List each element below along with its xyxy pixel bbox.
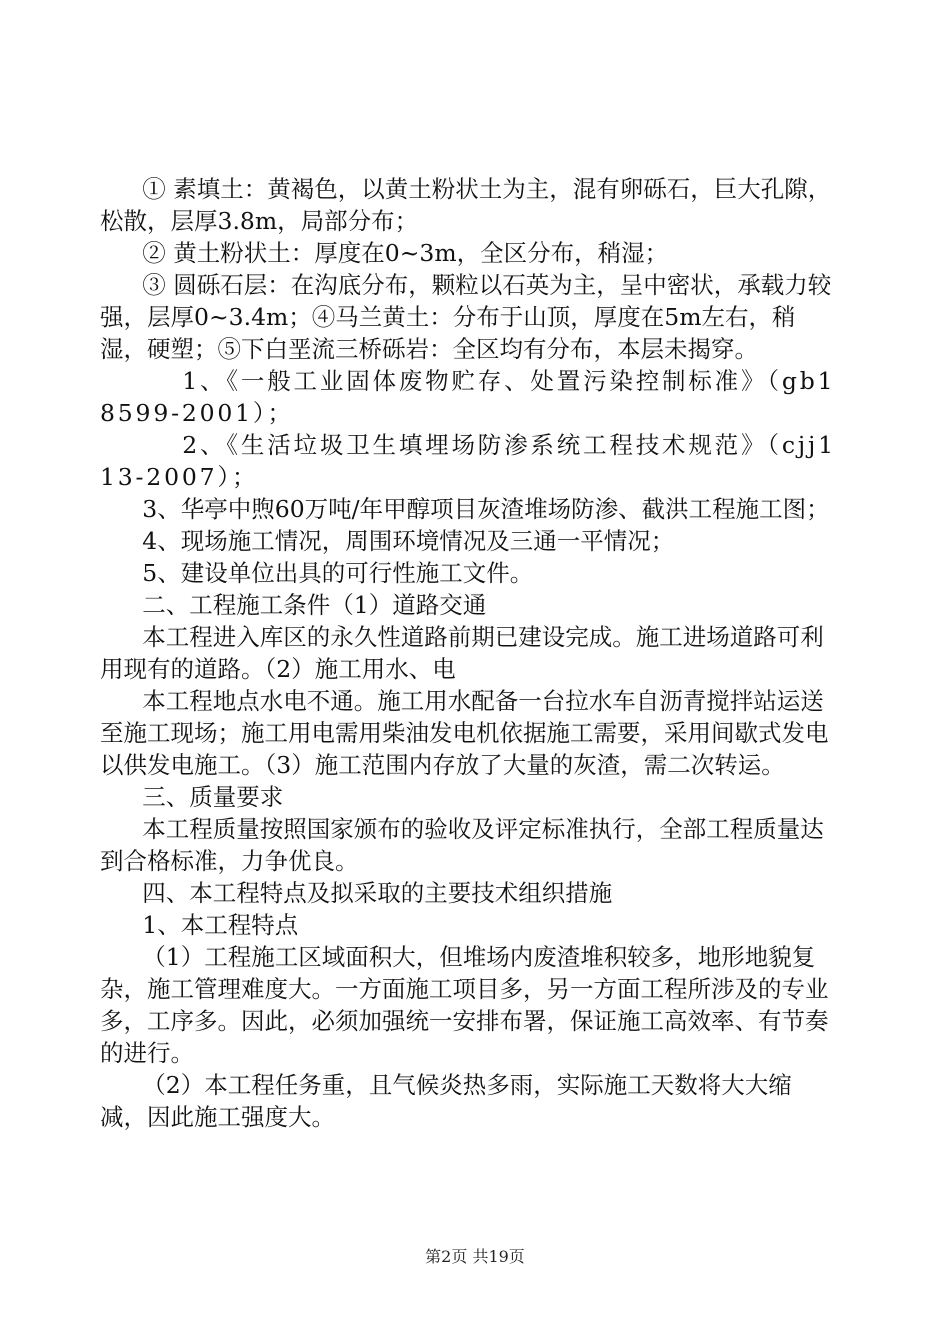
section-heading-features: 四、本工程特点及拟采取的主要技术组织措施 bbox=[142, 879, 613, 907]
paragraph-road: 本工程进入库区的永久性道路前期已建设完成。施工进场道路可利用现有的道路。（2）施工用水、电 bbox=[100, 623, 824, 683]
paragraph-feature-2: （2）本工程任务重，且气候炎热多雨，实际施工天数将大大缩减，因此施工强度大。 bbox=[100, 1071, 792, 1131]
paragraph-ref-2: 2、《生活垃圾卫生填埋场防渗系统工程技术规范》（cjj113-2007）； bbox=[100, 431, 836, 491]
paragraph-quality: 本工程质量按照国家颁布的验收及评定标准执行，全部工程质量达到合格标准，力争优良。 bbox=[100, 815, 824, 875]
page-number: 第2页 共19页 bbox=[425, 1247, 525, 1266]
subheading-features: 1、本工程特点 bbox=[142, 911, 299, 939]
paragraph-loess-silt: ② 黄土粉状土：厚度在0~3m，全区分布，稍湿； bbox=[142, 239, 669, 267]
paragraph-ref-4: 4、现场施工情况，周围环境情况及三通一平情况； bbox=[142, 527, 675, 555]
paragraph-gravel-layer: ③ 圆砾石层：在沟底分布，颗粒以石英为主，呈中密状，承载力较强，层厚0~3.4m；④马兰黄土：分布于山顶，厚度在5m左右，稍湿，硬塑；⑤下白垩流三桥砾岩：全区均有分布，本层未揭穿。 bbox=[100, 271, 832, 363]
body-text bbox=[100, 173, 838, 1133]
section-heading-quality: 三、质量要求 bbox=[142, 783, 284, 811]
paragraph-fill-soil: ① 素填土：黄褐色，以黄土粉状土为主，混有卵砾石，巨大孔隙，松散，层厚3.8m，局部分布； bbox=[100, 175, 832, 235]
paragraph-ref-1: 1、《一般工业固体废物贮存、处置污染控制标准》（gb18599-2001）； bbox=[100, 367, 836, 427]
paragraph-ref-5: 5、建设单位出具的可行性施工文件。 bbox=[142, 559, 534, 587]
paragraph-ref-3: 3、华亭中煦60万吨/年甲醇项目灰渣堆场防渗、截洪工程施工图； bbox=[142, 495, 830, 523]
paragraph-feature-1: （1）工程施工区域面积大，但堆场内废渣堆积较多，地形地貌复杂，施工管理难度大。一方面施工项目多，另一方面工程所涉及的专业多，工序多。因此，必须加强统一安排布署，保证施工高效率、有节奏的进行。 bbox=[100, 943, 829, 1067]
paragraph-water-power: 本工程地点水电不通。施工用水配备一台拉水车自沥青搅拌站运送至施工现场；施工用电需用柴油发电机依据施工需要，采用间歇式发电以供发电施工。（3）施工范围内存放了大量的灰渣，需二次转运。 bbox=[100, 687, 829, 779]
section-heading-conditions: 二、工程施工条件（1）道路交通 bbox=[142, 591, 487, 619]
